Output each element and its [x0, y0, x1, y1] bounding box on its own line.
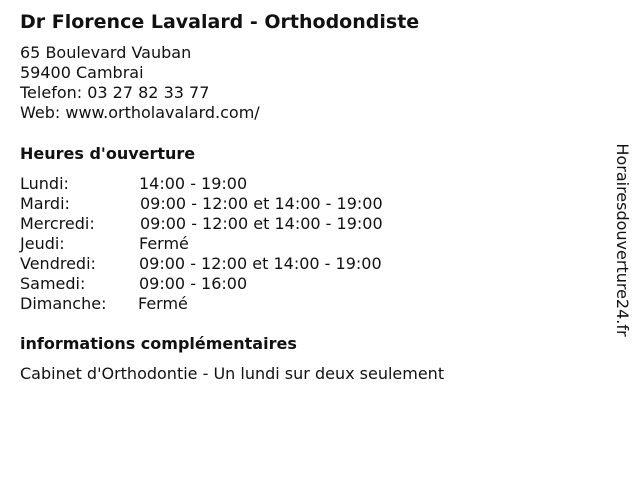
time-value: Fermé: [138, 294, 188, 313]
street-address: 65 Boulevard Vauban: [20, 43, 192, 62]
additional-info-text: Cabinet d'Orthodontie - Un lundi sur deux seulement: [20, 364, 445, 383]
day-label: Samedi:: [20, 274, 86, 293]
phone-number: Telefon: 03 27 82 33 77: [20, 83, 210, 102]
day-label: Lundi:: [20, 174, 69, 193]
time-value: 09:00 - 16:00: [139, 274, 248, 293]
address-block: [20, 43, 260, 123]
time-value: Fermé: [139, 234, 189, 253]
opening-hours-heading: Heures d'ouverture: [20, 144, 196, 163]
time-value: 09:00 - 12:00 et 14:00 - 19:00: [140, 194, 383, 213]
additional-info-heading: informations complémentaires: [20, 334, 297, 353]
city-postal: 59400 Cambrai: [20, 63, 144, 82]
page-title: Dr Florence Lavalard - Orthodondiste: [20, 11, 420, 33]
day-label: Dimanche:: [20, 294, 107, 313]
site-watermark: Horairesdouverture24.fr: [613, 143, 632, 337]
time-value: 14:00 - 19:00: [139, 174, 248, 193]
day-label: Mercredi:: [20, 214, 95, 233]
website-link[interactable]: Web: www.ortholavalard.com/: [20, 103, 260, 122]
day-label: Vendredi:: [20, 254, 96, 273]
day-label: Mardi:: [20, 194, 70, 213]
time-value: 09:00 - 12:00 et 14:00 - 19:00: [140, 214, 383, 233]
day-label: Jeudi:: [20, 234, 65, 253]
time-value: 09:00 - 12:00 et 14:00 - 19:00: [139, 254, 382, 273]
